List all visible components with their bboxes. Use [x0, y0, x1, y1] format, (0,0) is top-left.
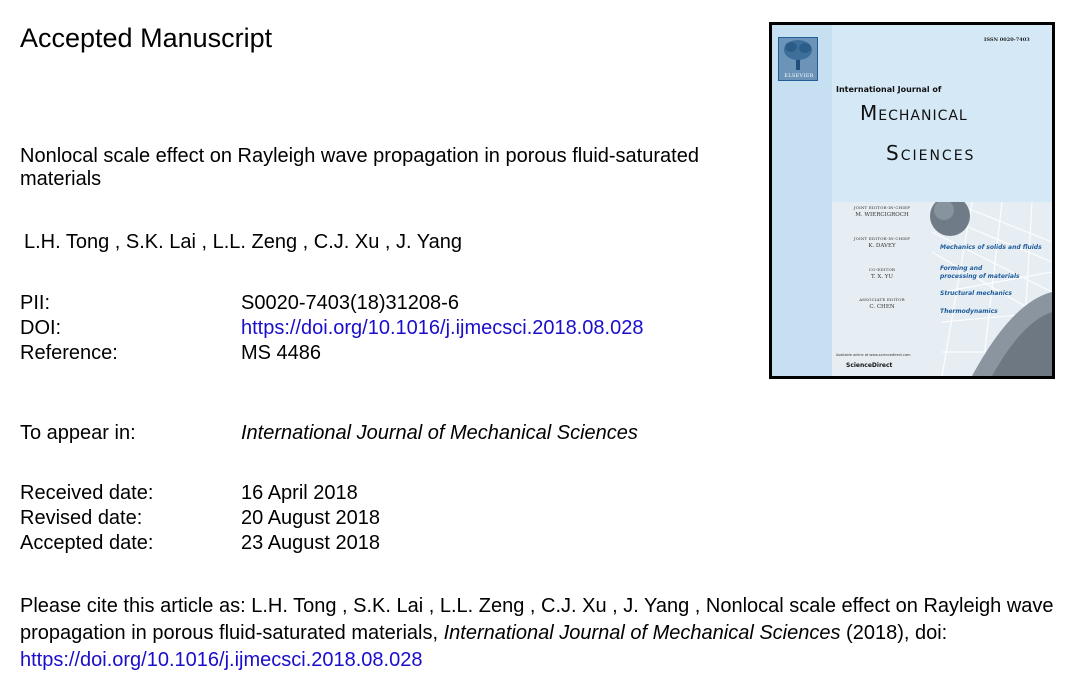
article-title: Nonlocal scale effect on Rayleigh wave propagation in porous fluid-saturated materials [20, 145, 699, 190]
page-title: Accepted Manuscript [20, 23, 273, 53]
elsevier-logo-icon [778, 37, 818, 81]
doi-label: DOI: [20, 317, 62, 339]
accepted-value: 23 August 2018 [241, 532, 381, 554]
cover-issn: ISSN 0020-7403 [984, 37, 1030, 43]
cover-topic-3: Structural mechanics [940, 290, 1012, 297]
journal-cover [769, 22, 1055, 379]
cover-topic-4: Thermodynamics [940, 308, 998, 315]
doi-link[interactable]: https://doi.org/10.1016/j.ijmecsci.2018.08.028 [241, 317, 644, 339]
citation-journal: International Journal of Mechanical Sciences [443, 622, 841, 644]
editor-name: T. X. YU [870, 274, 894, 280]
appear-value: International Journal of Mechanical Sciences [241, 422, 638, 444]
cover-art-panel [832, 202, 1052, 376]
cover-inner [772, 25, 1052, 376]
citation-doi-link[interactable]: https://doi.org/10.1016/j.ijmecsci.2018.08.028 [20, 649, 423, 671]
editor-role: JOINT EDITOR-IN-CHIEF [853, 236, 911, 241]
cover-title-line1: Mechanical [860, 101, 968, 125]
revised-row [20, 507, 920, 532]
cover-editor-4 [836, 297, 928, 311]
accepted-row [20, 532, 920, 557]
cover-intl-label: International Journal of [836, 85, 942, 94]
accepted-label: Accepted date: [20, 532, 154, 554]
cover-title-line2: Sciences [886, 141, 976, 165]
citation-prefix: Please cite this article as: L.H. Tong , S.K. Lai , L.L. Zeng , C.J. Xu , J. Yang , Nonlocal scale effect on Rayleigh wave propagation in porous fluid-saturated materials, [20, 595, 1054, 644]
cover-available-online: Available online at www.sciencedirect.com [836, 353, 911, 357]
cover-topic-1: Mechanics of solids and fluids [940, 244, 1042, 251]
tree-icon [779, 38, 817, 72]
reference-label: Reference: [20, 342, 118, 364]
cover-editor-2 [836, 236, 928, 250]
appear-label: To appear in: [20, 422, 136, 444]
editor-role: CO-EDITOR [868, 267, 896, 272]
cover-editor-3 [836, 267, 928, 281]
pii-value: S0020-7403(18)31208-6 [241, 292, 459, 314]
revised-value: 20 August 2018 [241, 507, 381, 529]
citation-year: (2018), doi: [840, 622, 948, 644]
publisher-name: ELSEVIER [784, 73, 814, 79]
citation-paragraph [20, 593, 1070, 674]
editor-name: M. WIERCIGROCH [855, 212, 909, 218]
pii-label: PII: [20, 292, 51, 314]
dates-block [20, 482, 920, 557]
editor-role: JOINT EDITOR-IN-CHIEF [853, 205, 911, 210]
received-row [20, 482, 920, 507]
appear-row [20, 422, 920, 447]
appear-block [20, 422, 920, 447]
editor-name: C. CHEN [869, 304, 895, 310]
reference-value: MS 4486 [241, 342, 322, 364]
received-label: Received date: [20, 482, 154, 504]
revised-label: Revised date: [20, 507, 143, 529]
cover-topic-2: Forming and processing of materials [940, 265, 1020, 280]
editor-name: K. DAVEY [868, 243, 896, 249]
article-authors: L.H. Tong , S.K. Lai , L.L. Zeng , C.J. Xu , J. Yang [24, 231, 463, 253]
cover-sciencedirect: ScienceDirect [846, 362, 893, 369]
received-value: 16 April 2018 [241, 482, 358, 504]
cover-art-icon [832, 202, 1052, 376]
cover-editor-1 [836, 205, 928, 219]
editor-role: ASSOCIATE EDITOR [859, 297, 905, 302]
